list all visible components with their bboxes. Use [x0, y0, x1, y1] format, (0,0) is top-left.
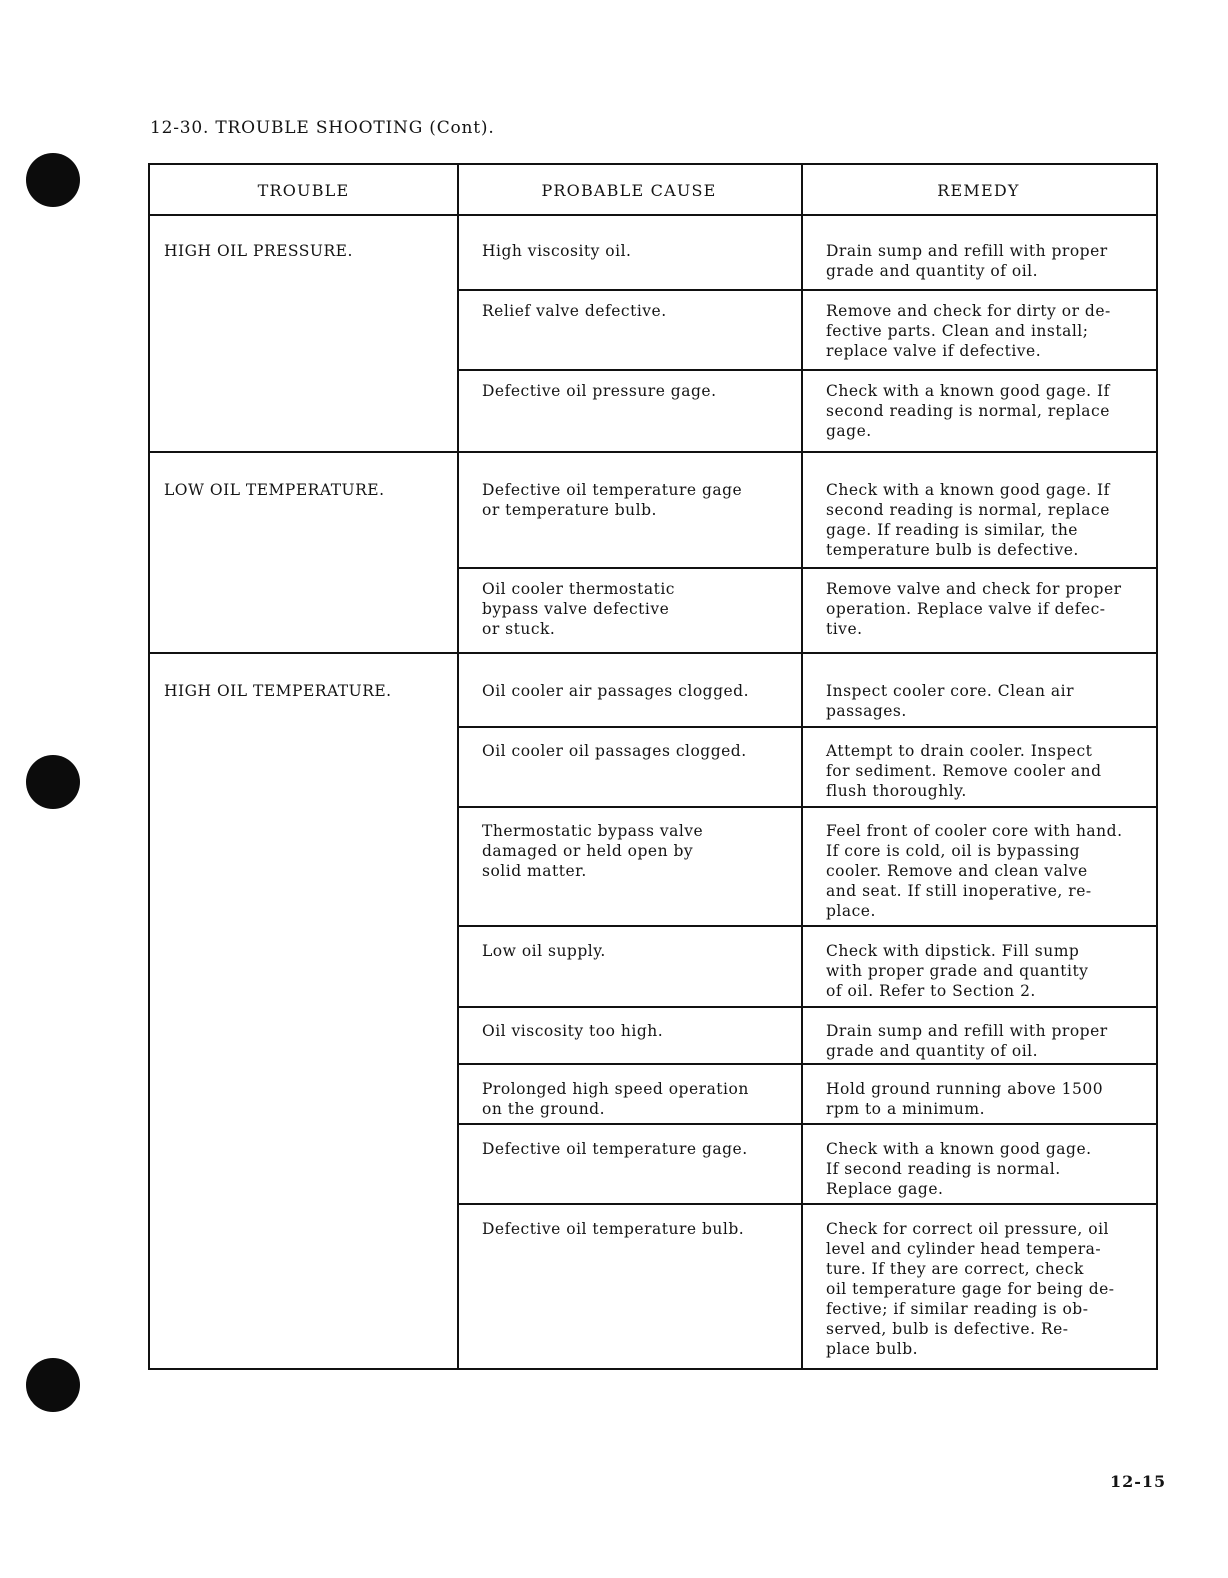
- row-divider: [457, 289, 1156, 291]
- remedy-cell: Remove valve and check for proper operation. Replace valve if defec- tive.: [826, 580, 1122, 638]
- cause-cell: Oil cooler oil passages clogged.: [482, 742, 747, 760]
- cause-cell: Oil cooler air passages clogged.: [482, 682, 750, 700]
- trouble-cell: HIGH OIL TEMPERATURE.: [164, 682, 392, 700]
- cause-cell: Defective oil temperature bulb.: [482, 1220, 745, 1238]
- page-number: 12-15: [1110, 1472, 1167, 1491]
- cause-cell: High viscosity oil.: [482, 242, 632, 260]
- header-divider: [150, 214, 1156, 216]
- cause-cell: Prolonged high speed operation on the ground.: [482, 1080, 749, 1118]
- header-probable-cause: PROBABLE CAUSE: [541, 181, 717, 200]
- remedy-cell: Hold ground running above 1500 rpm to a minimum.: [826, 1080, 1104, 1118]
- cause-cell: Low oil supply.: [482, 942, 606, 960]
- row-divider: [457, 1123, 1156, 1125]
- remedy-cell: Drain sump and refill with proper grade and quantity of oil.: [826, 242, 1108, 280]
- row-divider: [457, 1203, 1156, 1205]
- column-divider: [801, 165, 803, 1368]
- remedy-cell: Check for correct oil pressure, oil level and cylinder head tempera- ture. If they are correct, check oil temperature gage for being de- fective; if similar reading is ob- served, bulb is defective. Re- place bulb.: [826, 1220, 1115, 1358]
- row-divider: [457, 567, 1156, 569]
- remedy-cell: Check with dipstick. Fill sump with proper grade and quantity of oil. Refer to Section 2.: [826, 942, 1089, 1000]
- cause-cell: Relief valve defective.: [482, 302, 667, 320]
- cause-cell: Oil cooler thermostatic bypass valve defective or stuck.: [482, 580, 675, 638]
- row-divider: [457, 806, 1156, 808]
- trouble-cell: HIGH OIL PRESSURE.: [164, 242, 353, 260]
- trouble-cell: LOW OIL TEMPERATURE.: [164, 481, 385, 499]
- binder-hole: [26, 1358, 80, 1412]
- cause-cell: Defective oil temperature gage.: [482, 1140, 748, 1158]
- section-heading: 12-30. TROUBLE SHOOTING (Cont).: [150, 118, 495, 138]
- remedy-cell: Check with a known good gage. If second reading is normal, replace gage.: [826, 382, 1110, 440]
- row-divider: [457, 1063, 1156, 1065]
- trouble-shooting-table: [148, 163, 1158, 1370]
- row-divider: [457, 726, 1156, 728]
- remedy-cell: Remove and check for dirty or de- fective parts. Clean and install; replace valve if defective.: [826, 302, 1111, 360]
- row-divider: [457, 369, 1156, 371]
- cause-cell: Oil viscosity too high.: [482, 1022, 664, 1040]
- binder-hole: [26, 755, 80, 809]
- cause-cell: Thermostatic bypass valve damaged or held open by solid matter.: [482, 822, 704, 880]
- cause-cell: Defective oil temperature gage or temperature bulb.: [482, 481, 743, 519]
- remedy-cell: Drain sump and refill with proper grade and quantity of oil.: [826, 1022, 1108, 1060]
- remedy-cell: Feel front of cooler core with hand. If core is cold, oil is bypassing cooler. Remove and clean valve and seat. If still inoperative, re- place.: [826, 822, 1123, 920]
- cause-cell: Defective oil pressure gage.: [482, 382, 717, 400]
- header-trouble: TROUBLE: [257, 181, 350, 200]
- remedy-cell: Check with a known good gage. If second reading is normal, replace gage. If reading is similar, the temperature bulb is defective.: [826, 481, 1110, 559]
- remedy-cell: Attempt to drain cooler. Inspect for sediment. Remove cooler and flush thoroughly.: [826, 742, 1102, 800]
- column-divider: [457, 165, 459, 1368]
- row-divider: [457, 1006, 1156, 1008]
- remedy-cell: Inspect cooler core. Clean air passages.: [826, 682, 1074, 720]
- remedy-cell: Check with a known good gage. If second reading is normal. Replace gage.: [826, 1140, 1092, 1198]
- group-divider: [150, 451, 1156, 453]
- row-divider: [457, 925, 1156, 927]
- header-remedy: REMEDY: [937, 181, 1020, 200]
- group-divider: [150, 652, 1156, 654]
- binder-hole: [26, 153, 80, 207]
